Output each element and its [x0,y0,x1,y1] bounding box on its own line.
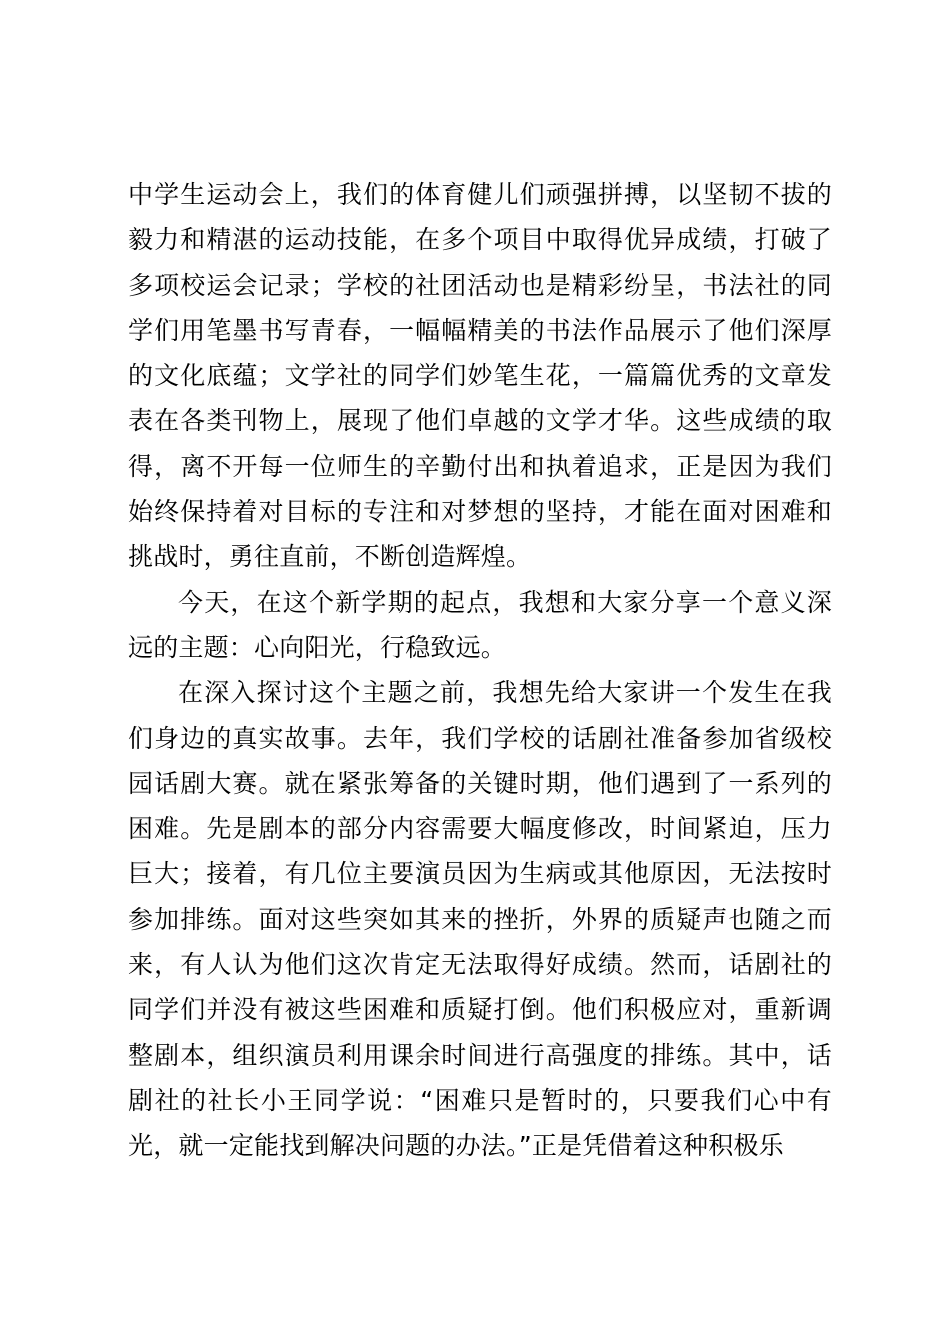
body-text [128,172,832,1169]
paragraph-continuation: 中学生运动会上，我们的体育健儿们顽强拼搏，以坚韧不拔的毅力和精湛的运动技能，在多个项目中取得优异成绩，打破了多项校运会记录；学校的社团活动也是精彩纷呈，书法社的同学们用笔墨书写青春，一幅幅精美的书法作品展示了他们深厚的文化底蕴；文学社的同学们妙笔生花，一篇篇优秀的文章发表在各类刊物上，展现了他们卓越的文学才华。这些成绩的取得，离不开每一位师生的辛勤付出和执着追求，正是因为我们始终保持着对目标的专注和对梦想的坚持，才能在面对困难和挑战时，勇往直前，不断创造辉煌。 [128,180,832,572]
paragraph-story: 在深入探讨这个主题之前，我想先给大家讲一个发生在我们身边的真实故事。去年，我们学校的话剧社准备参加省级校园话剧大赛。就在紧张筹备的关键时期，他们遇到了一系列的困难。先是剧本的部分内容需要大幅度修改，时间紧迫，压力巨大；接着，有几位主要演员因为生病或其他原因，无法按时参加排练。面对这些突如其来的挫折，外界的质疑声也随之而来，有人认为他们这次肯定无法取得好成绩。然而，话剧社的同学们并没有被这些困难和质疑打倒。他们积极应对，重新调整剧本，组织演员利用课余时间进行高强度的排练。其中，话剧社的社长小王同学说：“困难只是暂时的，只要我们心中有光，就一定能找到解决问题的办法。”正是凭借着这种积极乐 [128,678,832,1161]
paragraph-theme: 今天，在这个新学期的起点，我想和大家分享一个意义深远的主题：心向阳光，行稳致远。 [128,587,832,662]
